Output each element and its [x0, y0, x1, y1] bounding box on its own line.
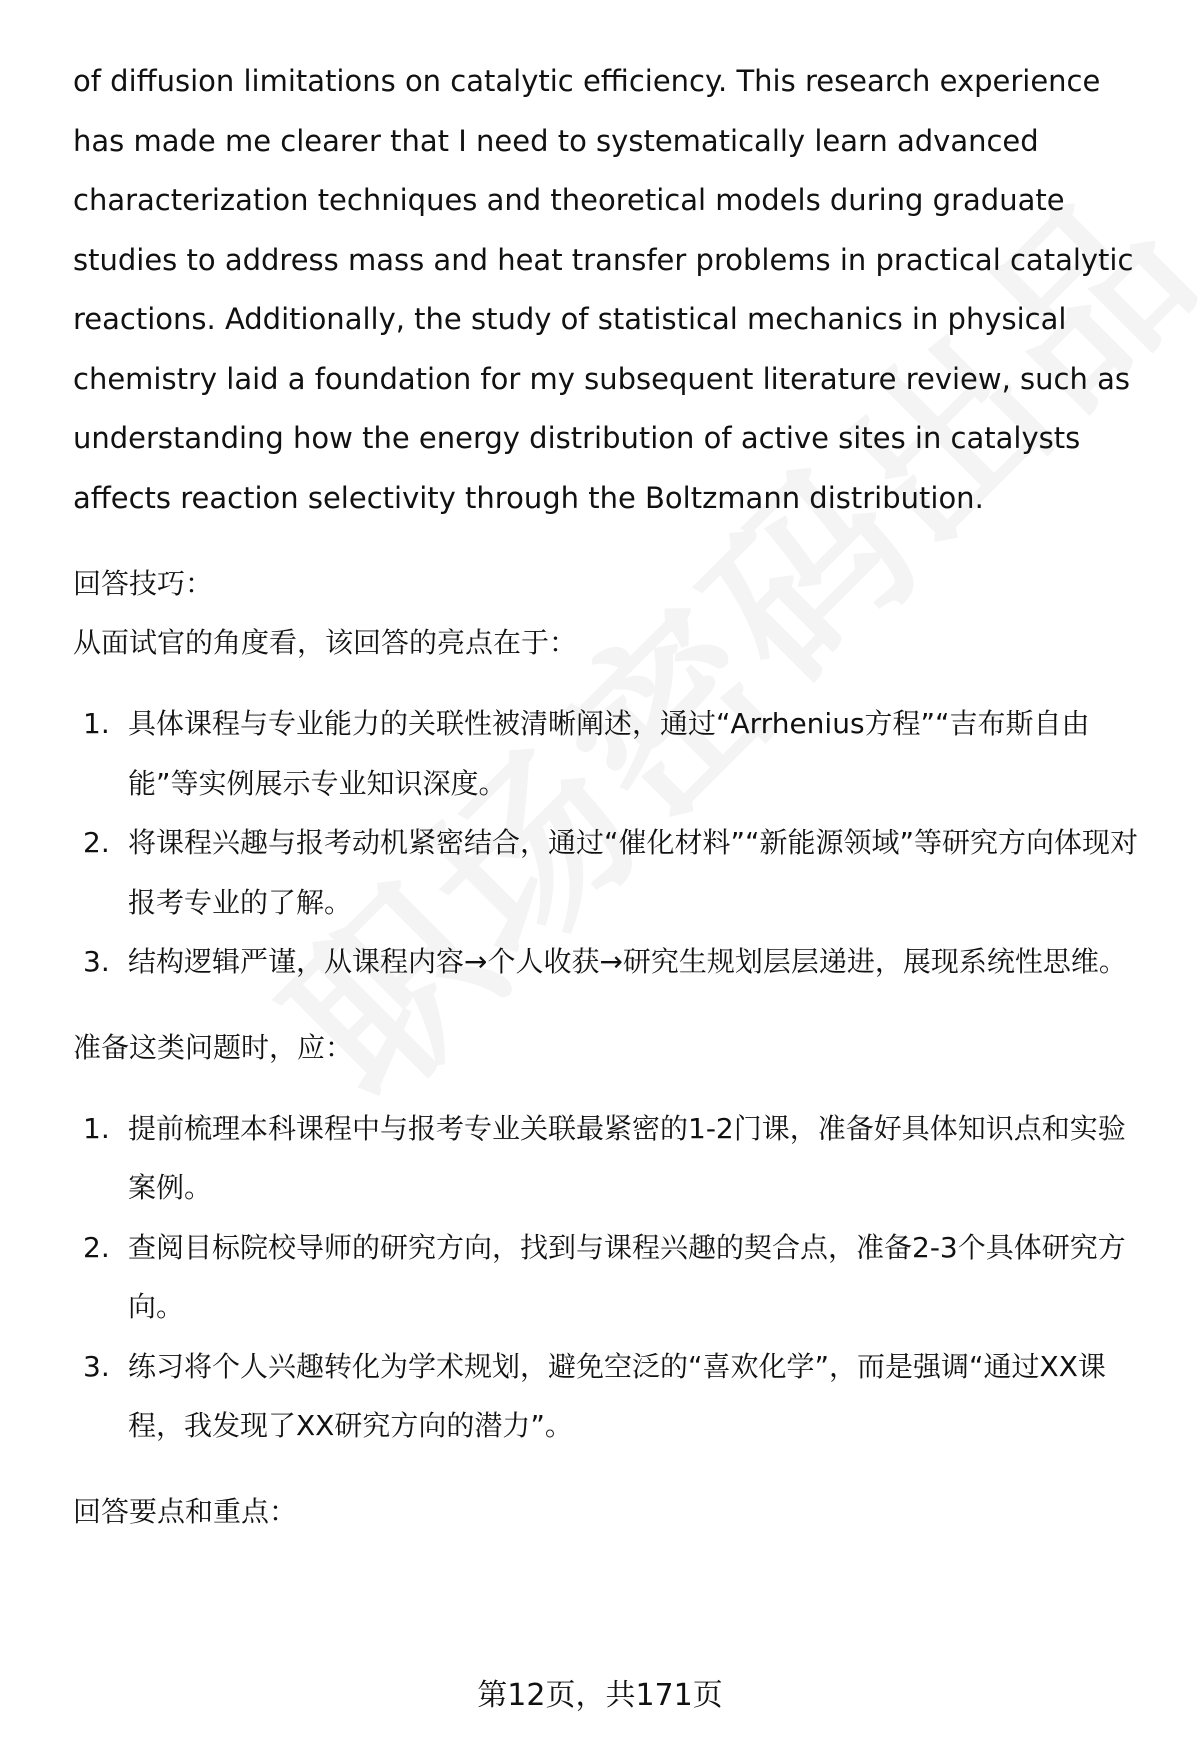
list-item: 3. 结构逻辑严谨，从课程内容→个人收获→研究生规划层层递进，展现系统性思维。	[83, 945, 1127, 978]
document-page	[73, 52, 1153, 1541]
body-paragraph: of diffusion limitations on catalytic efficiency. This research experience has made me clearer that I need to systematically learn advanced characterization techniques and theoretical models during graduate studies to address mass and heat transfer problems in practical catalytic reactions. Additionally, the study of statistical mechanics in physical chemistry laid a foundation for my subsequent literature review, such as understanding how the energy distribution of active sites in catalysts affects reaction selectivity through the Boltzmann distribution.	[73, 64, 1134, 515]
list-item: 2. 将课程兴趣与报考动机紧密结合，通过“催化材料”“新能源领域”等研究方向体现对报考专业的了解。	[83, 826, 1139, 919]
answer-tips-intro: 从面试官的角度看，该回答的亮点在于：	[73, 626, 578, 659]
preparation-heading: 准备这类问题时，应：	[73, 1030, 354, 1064]
key-points-heading: 回答要点和重点：	[73, 1494, 298, 1528]
page-number: 第12页，共171页	[477, 1678, 723, 1713]
answer-tips-heading: 回答技巧：	[73, 567, 214, 600]
highlights-list	[73, 694, 1153, 992]
list-item: 1. 具体课程与专业能力的关联性被清晰阐述，通过“Arrhenius方程”“吉布斯自由能”等实例展示专业知识深度。	[83, 707, 1090, 800]
list-item: 3. 练习将个人兴趣转化为学术规划，避免空泛的“喜欢化学”，而是强调“通过XX课程，我发现了XX研究方向的潜力”。	[83, 1349, 1106, 1442]
list-item: 2. 查阅目标院校导师的研究方向，找到与课程兴趣的契合点，准备2-3个具体研究方向。	[83, 1230, 1126, 1323]
preparation-list	[73, 1099, 1153, 1456]
list-item: 1. 提前梳理本科课程中与报考专业关联最紧密的1-2门课，准备好具体知识点和实验案例。	[83, 1111, 1126, 1204]
